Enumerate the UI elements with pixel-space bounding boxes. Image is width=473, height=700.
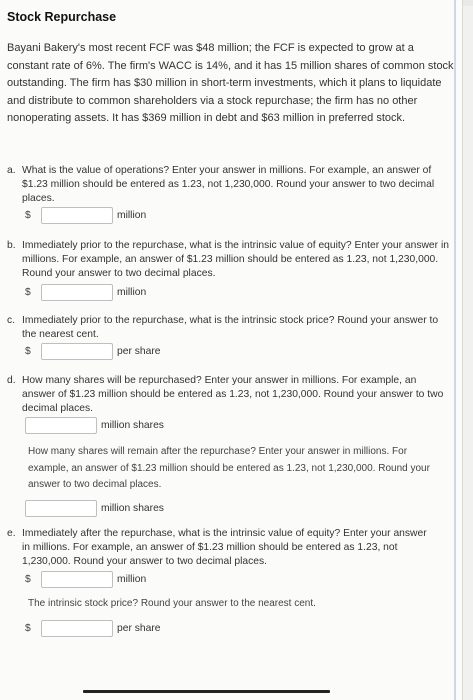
answer-e-unit: million — [117, 574, 147, 585]
answer-d-input[interactable] — [25, 417, 97, 434]
dollar-sign: $ — [25, 346, 31, 357]
question-c-text: Immediately prior to the repurchase, what is the intrinsic stock price? Round your answer to the nearest cent. — [22, 315, 439, 340]
question-d-sub-text: How many shares will remain after the repurchase? Enter your answer in millions. For example, an answer of $1.23 million should be entered as 1.23, not 1,230,000. Round your answer to two decimal places. — [28, 446, 430, 490]
answer-d2-unit: million shares — [101, 503, 164, 514]
answer-e2-unit: per share — [117, 623, 161, 634]
question-e-sub-text: The intrinsic stock price? Round your answer to the nearest cent. — [28, 598, 316, 609]
question-c-label: c. — [7, 315, 16, 326]
answer-d2-row — [25, 500, 164, 517]
question-c — [7, 314, 447, 342]
answer-c-unit: per share — [117, 346, 161, 357]
dollar-sign: $ — [25, 287, 31, 298]
answer-e2-input[interactable] — [41, 620, 113, 637]
question-b-label: b. — [7, 240, 16, 251]
question-a-text: What is the value of operations? Enter your answer in millions. For example, an answer of $1.23 million should be entered as 1.23, not 1,230,000. Round your answer to two decimal places. — [22, 165, 435, 204]
answer-e2-row — [25, 620, 161, 637]
question-d-text: How many shares will be repurchased? Enter your answer in millions. For example, an answer of $1.23 million should be entered as 1.23, not 1,230,000. Round your answer to two decimal places. — [22, 375, 444, 414]
question-e-text: Immediately after the repurchase, what is the intrinsic value of equity? Enter your answer in millions. For example, an answer of $1.23 million should be entered as 1.23, not 1,230,000. Round your answer to two decimal places. — [22, 528, 427, 567]
answer-a-input[interactable] — [41, 207, 113, 224]
problem-statement: Bayani Bakery's most recent FCF was $48 million; the FCF is expected to grow at a constant rate of 6%. The firm's WACC is 14%, and it has 15 million shares of common stock outstanding. The firm has $30 million in short-term investments, which it plans to liquidate and distribute to common shareholders via a stock repurchase; the firm has no other nonoperating assets. It has $369 million in debt and $63 million in preferred stock. — [7, 42, 454, 124]
answer-e-row — [25, 571, 146, 588]
right-rule — [454, 0, 456, 700]
answer-e-input[interactable] — [41, 571, 113, 588]
answer-b-input[interactable] — [41, 284, 113, 301]
answer-c-row — [25, 343, 161, 360]
question-b-text: Immediately prior to the repurchase, what is the intrinsic value of equity? Enter your answer in millions. For example, an answer of $1.23 million should be entered as 1.23, not 1,230,000. Round your answer to two decimal places. — [22, 240, 449, 279]
answer-d2-input[interactable] — [25, 500, 97, 517]
answer-a-unit: million — [117, 210, 147, 221]
question-d — [7, 374, 445, 416]
page-title: Stock Repurchase — [7, 10, 117, 24]
question-e — [7, 527, 437, 569]
answer-b-unit: million — [117, 287, 147, 298]
dollar-sign: $ — [25, 623, 31, 634]
question-d-label: d. — [7, 375, 16, 386]
answer-d-unit: million shares — [101, 420, 164, 431]
question-b — [7, 239, 453, 281]
answer-c-input[interactable] — [41, 343, 113, 360]
answer-b-row — [25, 284, 146, 301]
question-a-label: a. — [7, 165, 16, 176]
dollar-sign: $ — [25, 210, 31, 221]
answer-a-row — [25, 207, 146, 224]
home-indicator — [83, 690, 330, 693]
answer-d-row — [25, 417, 164, 434]
question-a — [7, 164, 437, 206]
question-e-label: e. — [7, 528, 16, 539]
dollar-sign: $ — [25, 574, 31, 585]
